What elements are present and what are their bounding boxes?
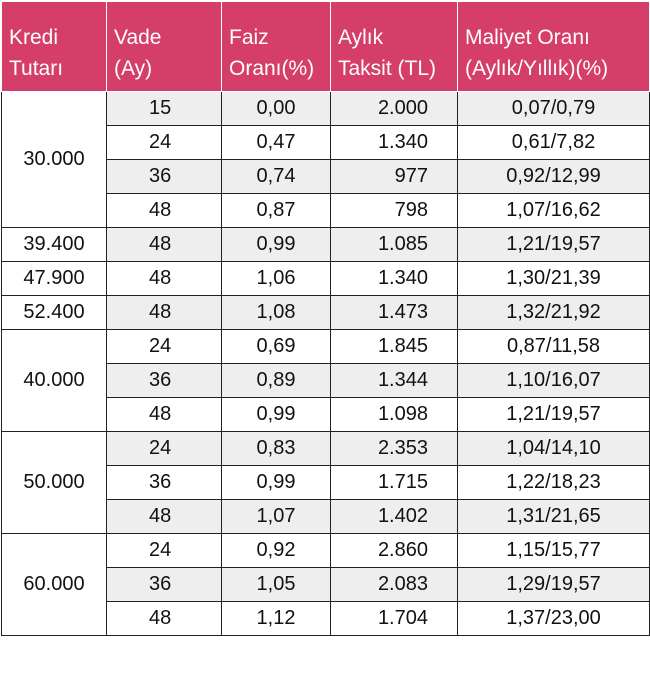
taksit-cell: 1.473 [331, 296, 458, 330]
taksit-cell: 1.715 [331, 466, 458, 500]
vade-cell: 36 [107, 466, 222, 500]
kredi-tutari-cell: 47.900 [2, 262, 107, 296]
header-line: Maliyet Oranı [465, 26, 590, 49]
header-line: Tutarı [9, 57, 64, 80]
maliyet-cell: 1,15/15,77 [458, 534, 650, 568]
vade-cell: 24 [107, 330, 222, 364]
maliyet-cell: 0,61/7,82 [458, 126, 650, 160]
vade-cell: 48 [107, 296, 222, 330]
kredi-tutari-cell: 50.000 [2, 432, 107, 534]
vade-cell: 24 [107, 126, 222, 160]
header-vade [107, 2, 222, 92]
faiz-cell: 1,12 [222, 602, 331, 636]
table-row [2, 534, 650, 568]
kredi-tutari-cell: 60.000 [2, 534, 107, 636]
faiz-cell: 0,99 [222, 466, 331, 500]
header-line: Oranı(%) [229, 57, 315, 80]
header-aylik-taksit [331, 2, 458, 92]
maliyet-cell: 1,30/21,39 [458, 262, 650, 296]
maliyet-cell: 1,22/18,23 [458, 466, 650, 500]
taksit-cell: 1.704 [331, 602, 458, 636]
taksit-cell: 977 [331, 160, 458, 194]
kredi-tutari-cell: 52.400 [2, 296, 107, 330]
taksit-cell: 2.083 [331, 568, 458, 602]
faiz-cell: 1,06 [222, 262, 331, 296]
taksit-cell: 1.085 [331, 228, 458, 262]
maliyet-cell: 1,04/14,10 [458, 432, 650, 466]
faiz-cell: 1,08 [222, 296, 331, 330]
taksit-cell: 2.353 [331, 432, 458, 466]
table-row [2, 228, 650, 262]
header-line: Taksit (TL) [338, 57, 437, 80]
vade-cell: 36 [107, 568, 222, 602]
maliyet-cell: 1,10/16,07 [458, 364, 650, 398]
vade-cell: 48 [107, 194, 222, 228]
vade-cell: 48 [107, 262, 222, 296]
taksit-cell: 1.098 [331, 398, 458, 432]
maliyet-cell: 1,37/23,00 [458, 602, 650, 636]
faiz-cell: 0,74 [222, 160, 331, 194]
vade-cell: 24 [107, 534, 222, 568]
faiz-cell: 1,05 [222, 568, 331, 602]
maliyet-cell: 0,07/0,79 [458, 92, 650, 126]
header-line: Faiz [229, 26, 269, 49]
faiz-cell: 0,92 [222, 534, 331, 568]
faiz-cell: 0,87 [222, 194, 331, 228]
header-maliyet-orani [458, 2, 650, 92]
header-line: (Ay) [114, 57, 153, 80]
maliyet-cell: 1,29/19,57 [458, 568, 650, 602]
loan-table [1, 1, 650, 636]
faiz-cell: 0,69 [222, 330, 331, 364]
header-faiz-orani [222, 2, 331, 92]
taksit-cell: 1.340 [331, 262, 458, 296]
header-line: (Aylık/Yıllık)(%) [465, 57, 609, 80]
faiz-cell: 0,83 [222, 432, 331, 466]
taksit-cell: 2.000 [331, 92, 458, 126]
faiz-cell: 0,99 [222, 228, 331, 262]
vade-cell: 48 [107, 398, 222, 432]
table-row [2, 92, 650, 126]
table-body [2, 92, 650, 636]
header-line: Vade [114, 26, 162, 49]
maliyet-cell: 1,21/19,57 [458, 228, 650, 262]
maliyet-cell: 1,32/21,92 [458, 296, 650, 330]
taksit-cell: 798 [331, 194, 458, 228]
vade-cell: 36 [107, 364, 222, 398]
faiz-cell: 1,07 [222, 500, 331, 534]
header-kredi-tutari [2, 2, 107, 92]
taksit-cell: 1.402 [331, 500, 458, 534]
table-row [2, 296, 650, 330]
faiz-cell: 0,89 [222, 364, 331, 398]
table-row [2, 432, 650, 466]
faiz-cell: 0,99 [222, 398, 331, 432]
taksit-cell: 1.845 [331, 330, 458, 364]
taksit-cell: 1.340 [331, 126, 458, 160]
vade-cell: 48 [107, 602, 222, 636]
faiz-cell: 0,00 [222, 92, 331, 126]
vade-cell: 36 [107, 160, 222, 194]
vade-cell: 24 [107, 432, 222, 466]
table-row [2, 262, 650, 296]
maliyet-cell: 1,31/21,65 [458, 500, 650, 534]
maliyet-cell: 0,87/11,58 [458, 330, 650, 364]
kredi-tutari-cell: 30.000 [2, 92, 107, 228]
maliyet-cell: 1,07/16,62 [458, 194, 650, 228]
vade-cell: 48 [107, 228, 222, 262]
header-row [2, 2, 650, 92]
faiz-cell: 0,47 [222, 126, 331, 160]
taksit-cell: 2.860 [331, 534, 458, 568]
vade-cell: 15 [107, 92, 222, 126]
maliyet-cell: 1,21/19,57 [458, 398, 650, 432]
vade-cell: 48 [107, 500, 222, 534]
taksit-cell: 1.344 [331, 364, 458, 398]
maliyet-cell: 0,92/12,99 [458, 160, 650, 194]
kredi-tutari-cell: 39.400 [2, 228, 107, 262]
header-line: Aylık [338, 26, 384, 49]
header-line: Kredi [9, 26, 59, 49]
kredi-tutari-cell: 40.000 [2, 330, 107, 432]
table-row [2, 330, 650, 364]
